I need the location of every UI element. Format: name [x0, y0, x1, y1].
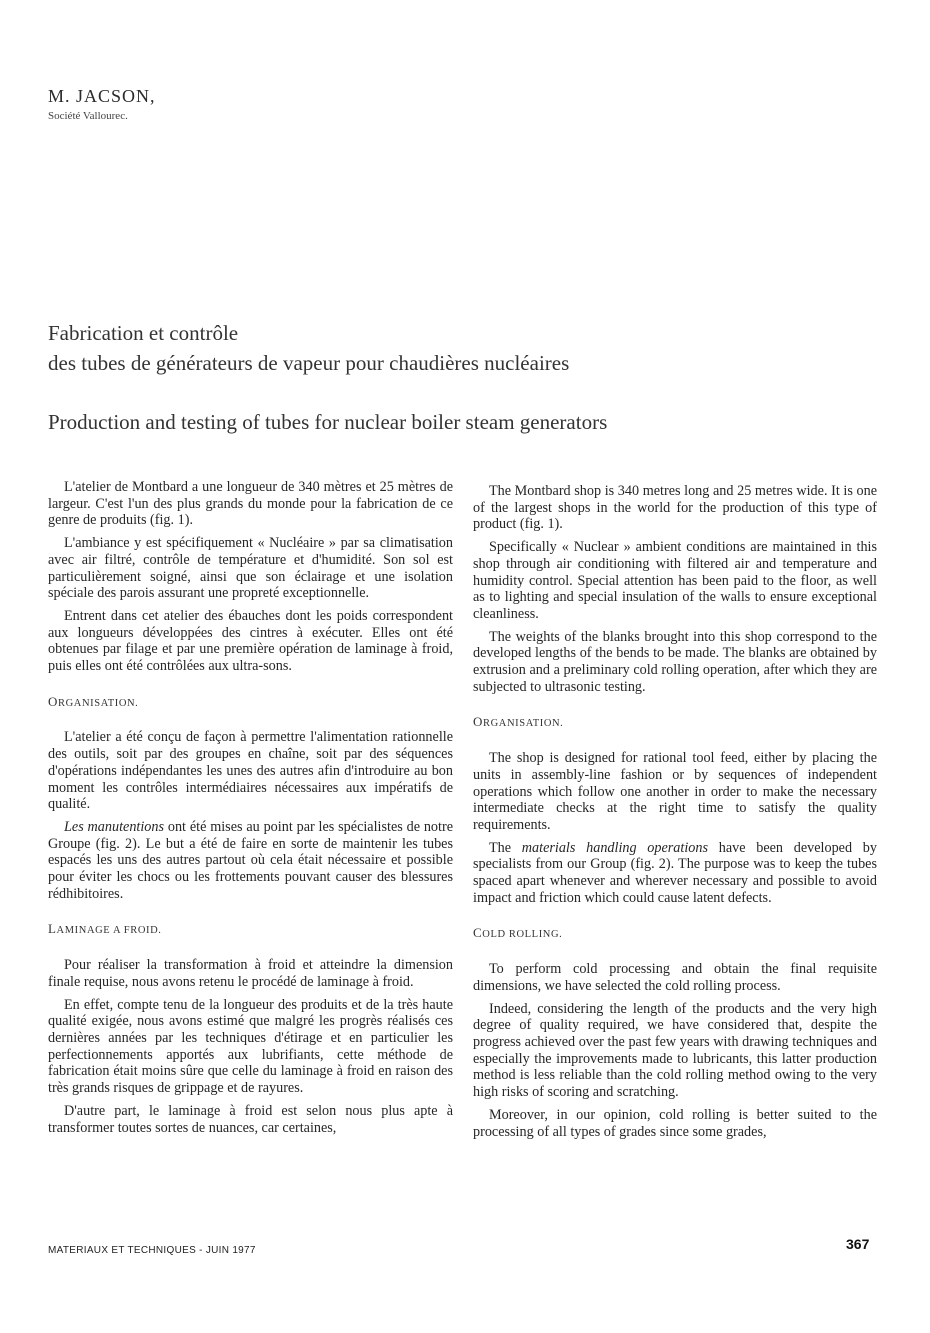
fr-paragraph-2: L'ambiance y est spécifiquement « Nucléaire » par sa climatisation avec air filtré, contrôle de température et d'humidité. Son sol est particulièrement soigné, ainsi que son éclairage et une isolation spéciale des parois assurant une propreté exceptionnelle. — [48, 535, 453, 602]
author-name: M. JACSON, — [48, 86, 156, 106]
fr-paragraph-4: L'atelier a été conçu de façon à permettre l'alimentation rationnelle des outils, soit par des groupes en chaîne, soit par des séquences d'opérations indépendantes les unes des autres afin d'introduire au bon moment les contrôles intermédiaires nécessaires aux impératifs de qualité. — [48, 729, 453, 813]
fr-paragraph-3: Entrent dans cet atelier des ébauches dont les poids correspondent aux longueurs développées des cintres à exécuter. Elles ont été obtenues par filage et par une première opération de laminage à froid, puis elles ont été contrôlées aux ultra-sons. — [48, 607, 453, 675]
footer-journal: MATERIAUX ET TECHNIQUES - JUIN 1977 — [48, 1245, 256, 1256]
en-paragraph-7: Indeed, considering the length of the products and the very high degree of quality required, we have considered that, despite the progress achieved over the past few years with drawing techniques and especially the improvements made to lubricants, this latter production method is less reliable than the cold rolling method owing to the very high risks of scoring and scratching. — [473, 1000, 877, 1101]
title-french-line-1: Fabrication et contrôle — [48, 321, 239, 345]
en-paragraph-1: The Montbard shop is 340 metres long and 25 metres wide. It is one of the largest shops in the world for the production of this type of product (fig. 1). — [473, 483, 877, 533]
fr-paragraph-1: L'atelier de Montbard a une longueur de 340 mètres et 25 mètres de largeur. C'est l'un des plus grands du monde pour la fabrication de ce genre de produits (fig. 1). — [48, 479, 453, 529]
en-paragraph-4: The shop is designed for rational tool feed, either by placing the units in assembly-line fashion or by sequences of independent operations which follow one another in order to make the necessary intermediate checks at the right time to satisfy the quality requirements. — [473, 750, 877, 833]
en-heading-cold-rolling: COLD ROLLING. — [473, 925, 563, 941]
en-emphasis: materials handling operations — [521, 839, 708, 856]
en-heading-organisation: ORGANISATION. — [473, 714, 564, 730]
en-paragraph-6: To perform cold processing and obtain the final requisite dimensions, we have selected the cold rolling process. — [473, 961, 877, 994]
title-french-line-2: des tubes de générateurs de vapeur pour chaudières nucléaires — [48, 351, 570, 375]
en-paragraph-3: The weights of the blanks brought into this shop correspond to the developed lengths of the bends to be made. The blanks are obtained by extrusion and a preliminary cold rolling operation, after which they are subjected to ultrasonic testing. — [473, 628, 877, 695]
en-paragraph-2: Specifically « Nuclear » ambient conditions are maintained in this shop through air conditioning with filtered air and temperature and humidity control. Special attention has been paid to the floor, as well as to lighting and special insulation of the walls to ensure exceptional cleanliness. — [473, 539, 877, 622]
fr-paragraph-5: Les manutentions ont été mises au point par les spécialistes de notre Groupe (fig. 2). Le but a été de faire en sorte de maintenir les tubes espacés les uns des autres partout où cela était nécessaire et possible pour éviter les chocs ou les frottements pouvant causer des blessures rédhibitoires. — [48, 818, 453, 902]
title-english: Production and testing of tubes for nuclear boiler steam generators — [48, 410, 608, 434]
author-affiliation: Société Vallourec. — [48, 110, 128, 122]
fr-emphasis: Les manutentions — [64, 818, 165, 835]
page-number: 367 — [846, 1236, 870, 1252]
french-column — [48, 479, 453, 1142]
title-french — [48, 318, 569, 378]
fr-paragraph-7: En effet, compte tenu de la longueur des produits et de la très haute qualité exigée, nous avons estimé que malgré les progrès réalisés ces dernières années par les techniques d'étirage et en particulier les perfectionnements apportés aux lubrifiants, cette méthode de fabrication était moins sûre que celle du laminage à froid en raison des très grands risques de grippage et de rayures. — [48, 996, 453, 1097]
en-paragraph-5: The materials handling operations have been developed by specialists from our Group (fig. 2). The purpose was to keep the tubes spaced apart whenever and wherever necessary and possible to avoid impact and friction which could cause latent defects. — [473, 839, 877, 906]
english-column — [473, 483, 877, 1146]
fr-heading-laminage: LAMINAGE A FROID. — [48, 921, 162, 937]
fr-paragraph-6: Pour réaliser la transformation à froid et atteindre la dimension finale requise, nous avons retenu le procédé de laminage à froid. — [48, 957, 453, 990]
fr-heading-organisation: ORGANISATION. — [48, 693, 139, 709]
en-paragraph-8: Moreover, in our opinion, cold rolling is better suited to the processing of all types of grades since some grades, — [473, 1106, 877, 1140]
fr-paragraph-8: D'autre part, le laminage à froid est selon nous plus apte à transformer toutes sortes de nuances, car certaines, — [48, 1102, 453, 1136]
